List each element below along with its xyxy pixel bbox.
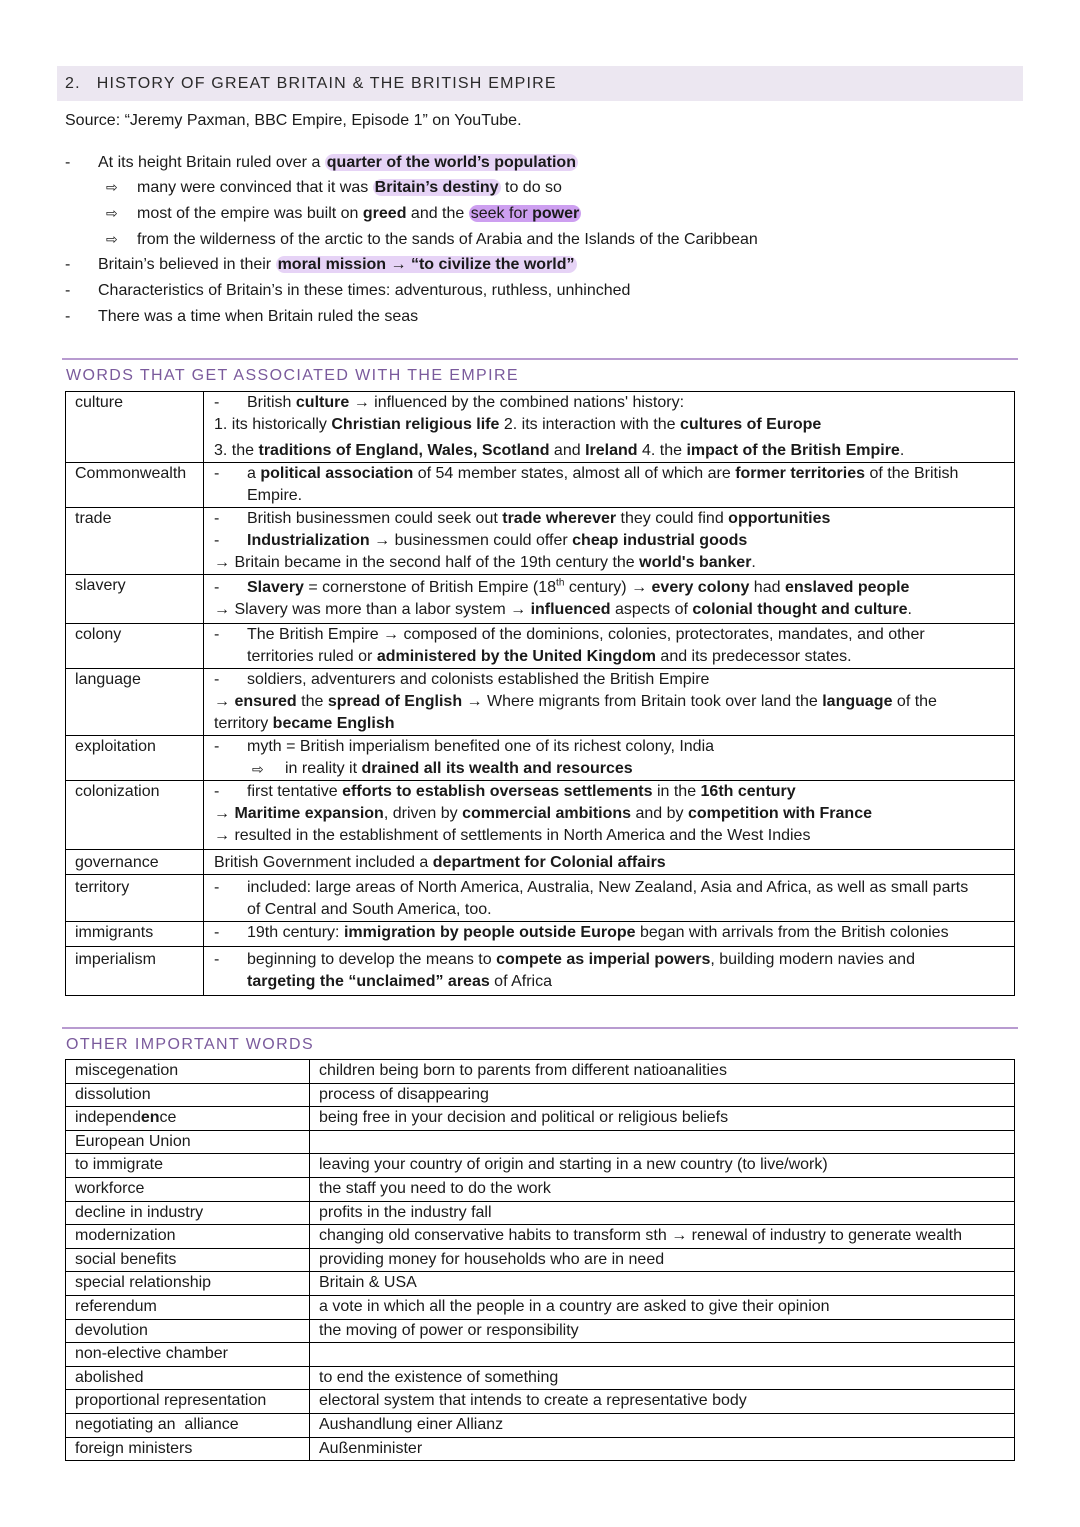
- bold-text: became English: [272, 715, 395, 732]
- text: myth = British imperialism benefited one of its richest colony, India: [247, 738, 715, 755]
- term-cell: special relationship: [66, 1272, 310, 1296]
- text: first tentative: [247, 783, 343, 800]
- text: British businessmen could seek out: [247, 510, 503, 527]
- bold-text: Industrialization: [247, 532, 370, 549]
- term-cell: abolished: [66, 1366, 310, 1390]
- table-row: [66, 736, 1015, 781]
- definition-cell: [310, 1343, 1015, 1367]
- bold-text: culture: [295, 394, 350, 411]
- text: of 54 member states, almost all of which are: [413, 465, 736, 482]
- definition-cell: to end the existence of something: [310, 1366, 1015, 1390]
- text: they could find: [616, 510, 729, 527]
- term-cell: workforce: [66, 1177, 310, 1201]
- table-row: [66, 1248, 1015, 1272]
- definition-cell: [204, 922, 1015, 947]
- text: , building modern navies and: [710, 951, 915, 968]
- definition-cell: the moving of power or responsibility: [310, 1319, 1015, 1343]
- bullet-text: from the wilderness of the arctic to the sands of Arabia and the Islands of the Caribbean: [137, 231, 758, 248]
- dash-marker: -: [65, 154, 71, 171]
- dash-marker: -: [214, 626, 220, 643]
- term-cell: modernization: [66, 1225, 310, 1249]
- table-row: [66, 1390, 1015, 1414]
- term-cell: negotiating an alliance: [66, 1413, 310, 1437]
- definition-cell: [204, 736, 1015, 781]
- arrow-icon: ⇨: [106, 179, 118, 195]
- text: ce: [159, 1109, 177, 1127]
- text: beginning to develop the means to: [247, 951, 497, 968]
- text: aspects of: [610, 601, 693, 618]
- highlight: [276, 256, 577, 273]
- text: of the British: [865, 465, 959, 482]
- definition-cell: [204, 875, 1015, 922]
- text: →: [214, 693, 235, 710]
- bullet-text: Characteristics of Britain’s in these times: adventurous, ruthless, unhinched: [98, 282, 631, 299]
- text: → businessmen could offer: [369, 532, 573, 549]
- text: → Britain became in the second half of the 19th century the: [214, 554, 640, 571]
- definition-cell: being free in your decision and political or religious beliefs: [310, 1107, 1015, 1131]
- definition-cell: [204, 392, 1015, 463]
- text: → influenced by the combined nations' history:: [349, 394, 685, 411]
- highlight-text: seek for: [470, 205, 533, 222]
- bold-text: 16th century: [700, 783, 796, 800]
- definition-cell: [204, 781, 1015, 850]
- term-cell: miscegenation: [66, 1060, 310, 1084]
- text: 19th century:: [247, 924, 344, 941]
- definition-cell: children being born to parents from different natioanalities: [310, 1060, 1015, 1084]
- table-row: [66, 1272, 1015, 1296]
- definition-cell: a vote in which all the people in a country are asked to give their opinion: [310, 1295, 1015, 1319]
- dash-marker: -: [65, 308, 71, 325]
- table-row: [66, 922, 1015, 947]
- bullet-text: to do so: [500, 179, 562, 196]
- dash-marker: -: [214, 879, 220, 896]
- table-row: [66, 1107, 1015, 1131]
- text: independ: [75, 1109, 141, 1127]
- arrow-icon: ⇨: [252, 761, 264, 777]
- term-cell: trade: [66, 508, 204, 575]
- text: Empire.: [247, 487, 303, 504]
- dash-marker: -: [214, 394, 220, 411]
- dash-marker: -: [214, 510, 220, 527]
- term-cell: decline in industry: [66, 1201, 310, 1225]
- text: → Slavery was more than a labor system →: [214, 601, 531, 618]
- text: of the: [892, 693, 937, 710]
- arrow-icon: ⇨: [106, 231, 118, 247]
- text: 1. its historically: [214, 416, 332, 433]
- text: .: [907, 601, 912, 618]
- bold-text: cheap industrial goods: [572, 532, 748, 549]
- definition-cell: [204, 850, 1015, 875]
- bullet-text: At its height Britain ruled over a: [98, 154, 325, 171]
- text: began with arrivals from the British colonies: [635, 924, 949, 941]
- bold-text: spread of English: [327, 693, 463, 710]
- section-title: HISTORY OF GREAT BRITAIN & THE BRITISH EMPIRE: [96, 74, 557, 92]
- text: and its predecessor states.: [655, 648, 852, 665]
- text: a: [247, 465, 261, 482]
- term-cell: foreign ministers: [66, 1437, 310, 1461]
- text: territory: [214, 715, 273, 732]
- text: .: [899, 442, 905, 459]
- bold-text: colonial thought and culture: [692, 601, 908, 618]
- bold-text: ensured: [234, 693, 297, 710]
- source-line: Source: “Jeremy Paxman, BBC Empire, Episode 1” on YouTube.: [65, 112, 522, 129]
- text: and by: [631, 805, 688, 822]
- definition-cell: [310, 1130, 1015, 1154]
- highlight-text: moral mission → “to civilize the world”: [277, 256, 575, 273]
- text: 2. its interaction with the: [499, 416, 680, 433]
- bold-text: enslaved people: [784, 579, 910, 596]
- other-words-table: [65, 1059, 1015, 1461]
- table-row: [66, 669, 1015, 736]
- dash-marker: -: [214, 738, 220, 755]
- table-row: [66, 1319, 1015, 1343]
- highlight-text: power: [532, 205, 580, 222]
- term-cell: Commonwealth: [66, 463, 204, 508]
- table-row: [66, 875, 1015, 922]
- bold-text: political association: [260, 465, 414, 482]
- term-cell: referendum: [66, 1295, 310, 1319]
- definition-cell: [204, 624, 1015, 669]
- definition-cell: Aushandlung einer Allianz: [310, 1413, 1015, 1437]
- bold-text: Slavery: [247, 579, 304, 596]
- dash-marker: -: [214, 783, 220, 800]
- definition-cell: electoral system that intends to create a representative body: [310, 1390, 1015, 1414]
- text: British: [247, 394, 296, 411]
- term-cell: devolution: [66, 1319, 310, 1343]
- text: 4. the: [637, 442, 687, 459]
- bold-text: competition with France: [687, 805, 872, 822]
- bullet-text: many were convinced that it was: [137, 179, 373, 196]
- text: = cornerstone of British Empire (18: [303, 579, 557, 596]
- bold-text: Ireland: [585, 442, 638, 459]
- empire-words-table: [65, 391, 1015, 996]
- dash-marker: -: [214, 671, 220, 688]
- table-row: [66, 1413, 1015, 1437]
- bullet-text: There was a time when Britain ruled the seas: [98, 308, 419, 325]
- term-cell: exploitation: [66, 736, 204, 781]
- definition-cell: changing old conservative habits to transform sth → renewal of industry to generate wealth: [310, 1225, 1015, 1249]
- bold-text: impact of the British Empire: [686, 442, 900, 459]
- table-row: [66, 508, 1015, 575]
- table-row: [66, 1083, 1015, 1107]
- table-row: [66, 392, 1015, 463]
- dash-marker: -: [65, 256, 71, 273]
- highlight-text: Britain’s destiny: [374, 179, 499, 196]
- bold-text: world's banker: [639, 554, 752, 571]
- text: .: [751, 554, 756, 571]
- term-cell: European Union: [66, 1130, 310, 1154]
- text: of Central and South America, too.: [247, 901, 492, 918]
- highlight: [325, 154, 578, 171]
- definition-cell: [204, 947, 1015, 996]
- table-row: [66, 1154, 1015, 1178]
- table-row: [66, 1343, 1015, 1367]
- table-row: [66, 1225, 1015, 1249]
- bold-text: Maritime expansion: [234, 805, 384, 822]
- term-cell: immigrants: [66, 922, 204, 947]
- bold-text: opportunities: [728, 510, 831, 527]
- table-row: [66, 624, 1015, 669]
- bold-text: drained all its wealth and resources: [361, 760, 633, 777]
- definition-cell: the staff you need to do the work: [310, 1177, 1015, 1201]
- term-cell: culture: [66, 392, 204, 463]
- term-cell: colonization: [66, 781, 204, 850]
- bold-text: influenced: [530, 601, 611, 618]
- definition-cell: Außenminister: [310, 1437, 1015, 1461]
- term-cell: governance: [66, 850, 204, 875]
- text: century) →: [564, 579, 652, 596]
- section-divider: [62, 358, 1018, 360]
- bold-text: language: [822, 693, 893, 710]
- table-row: [66, 1201, 1015, 1225]
- bold-text: department for Colonial affairs: [432, 854, 666, 871]
- text: The British Empire → composed of the dominions, colonies, protectorates, mandates, and other: [247, 626, 925, 643]
- definition-cell: leaving your country of origin and starting in a new country (to live/work): [310, 1154, 1015, 1178]
- text: included: large areas of North America, Australia, New Zealand, Asia and Africa, as well as small parts: [247, 879, 969, 896]
- bold-text: Christian religious life: [331, 416, 500, 433]
- bold-text: targeting the “unclaimed” areas: [247, 973, 490, 990]
- bold-text: efforts to establish overseas settlements: [342, 783, 653, 800]
- term-cell: slavery: [66, 575, 204, 624]
- table-row: [66, 947, 1015, 996]
- dash-marker: -: [214, 579, 220, 596]
- definition-cell: [204, 669, 1015, 736]
- arrow-icon: ⇨: [106, 205, 118, 221]
- definition-cell: profits in the industry fall: [310, 1201, 1015, 1225]
- text: → Where migrants from Britain took over land the: [462, 693, 823, 710]
- term-cell: imperialism: [66, 947, 204, 996]
- bold-text: every colony: [651, 579, 750, 596]
- bold-text: traditions of England, Wales, Scotland: [258, 442, 550, 459]
- section-header: [57, 66, 1023, 101]
- table-row: [66, 781, 1015, 850]
- definition-cell: process of disappearing: [310, 1083, 1015, 1107]
- text: territories ruled or: [247, 648, 377, 665]
- highlight-text: quarter of the world’s population: [326, 154, 576, 171]
- bold-text: commercial ambitions: [462, 805, 632, 822]
- text: in the: [652, 783, 701, 800]
- table-row: [66, 1060, 1015, 1084]
- words-heading: WORDS THAT GET ASSOCIATED WITH THE EMPIRE: [66, 367, 520, 384]
- text: British Government included a: [214, 854, 433, 871]
- bold-text: administered by the United Kingdom: [376, 648, 656, 665]
- term-cell: language: [66, 669, 204, 736]
- highlight: [373, 179, 501, 196]
- term-cell: territory: [66, 875, 204, 922]
- bullet-text: and the: [406, 205, 469, 222]
- text: had: [749, 579, 785, 596]
- bold-text: en: [140, 1109, 160, 1127]
- other-words-heading: OTHER IMPORTANT WORDS: [66, 1036, 315, 1053]
- term-cell: to immigrate: [66, 1154, 310, 1178]
- table-row: [66, 463, 1015, 508]
- table-row: [66, 1295, 1015, 1319]
- text: 3. the: [214, 442, 259, 459]
- dash-marker: -: [214, 532, 220, 549]
- section-divider: [62, 1027, 1018, 1029]
- bold-text: immigration by people outside Europe: [343, 924, 636, 941]
- text: in reality it: [285, 760, 362, 777]
- text: soldiers, adventurers and colonists established the British Empire: [247, 671, 710, 688]
- term-cell: non-elective chamber: [66, 1343, 310, 1367]
- text: of Africa: [489, 973, 552, 990]
- definition-cell: [204, 508, 1015, 575]
- dash-marker: -: [65, 282, 71, 299]
- dash-marker: -: [214, 465, 220, 482]
- bullet-text: Britain’s believed in their: [98, 256, 276, 273]
- table-row: [66, 1366, 1015, 1390]
- term-cell: [66, 1107, 310, 1131]
- definition-cell: providing money for households who are in need: [310, 1248, 1015, 1272]
- section-number: 2.: [65, 74, 81, 92]
- table-row: [66, 1177, 1015, 1201]
- table-row: [66, 575, 1015, 624]
- table-row: [66, 1130, 1015, 1154]
- text: →: [214, 805, 235, 822]
- definition-cell: [204, 575, 1015, 624]
- text: and: [549, 442, 586, 459]
- bold-text: greed: [362, 205, 407, 222]
- bold-text: former territories: [735, 465, 866, 482]
- text: → resulted in the establishment of settlements in North America and the West Indies: [214, 827, 811, 844]
- bold-text: trade wherever: [502, 510, 617, 527]
- highlight: [469, 205, 581, 222]
- term-cell: social benefits: [66, 1248, 310, 1272]
- term-cell: colony: [66, 624, 204, 669]
- bullet-text: most of the empire was built on: [137, 205, 363, 222]
- term-cell: proportional representation: [66, 1390, 310, 1414]
- definition-cell: Britain & USA: [310, 1272, 1015, 1296]
- text: the: [296, 693, 328, 710]
- table-row: [66, 1437, 1015, 1461]
- term-cell: dissolution: [66, 1083, 310, 1107]
- superscript: th: [556, 577, 565, 589]
- dash-marker: -: [214, 951, 220, 968]
- definition-cell: [204, 463, 1015, 508]
- bold-text: compete as imperial powers: [496, 951, 711, 968]
- dash-marker: -: [214, 924, 220, 941]
- bold-text: cultures of Europe: [679, 416, 822, 433]
- table-row: [66, 850, 1015, 875]
- text: , driven by: [383, 805, 463, 822]
